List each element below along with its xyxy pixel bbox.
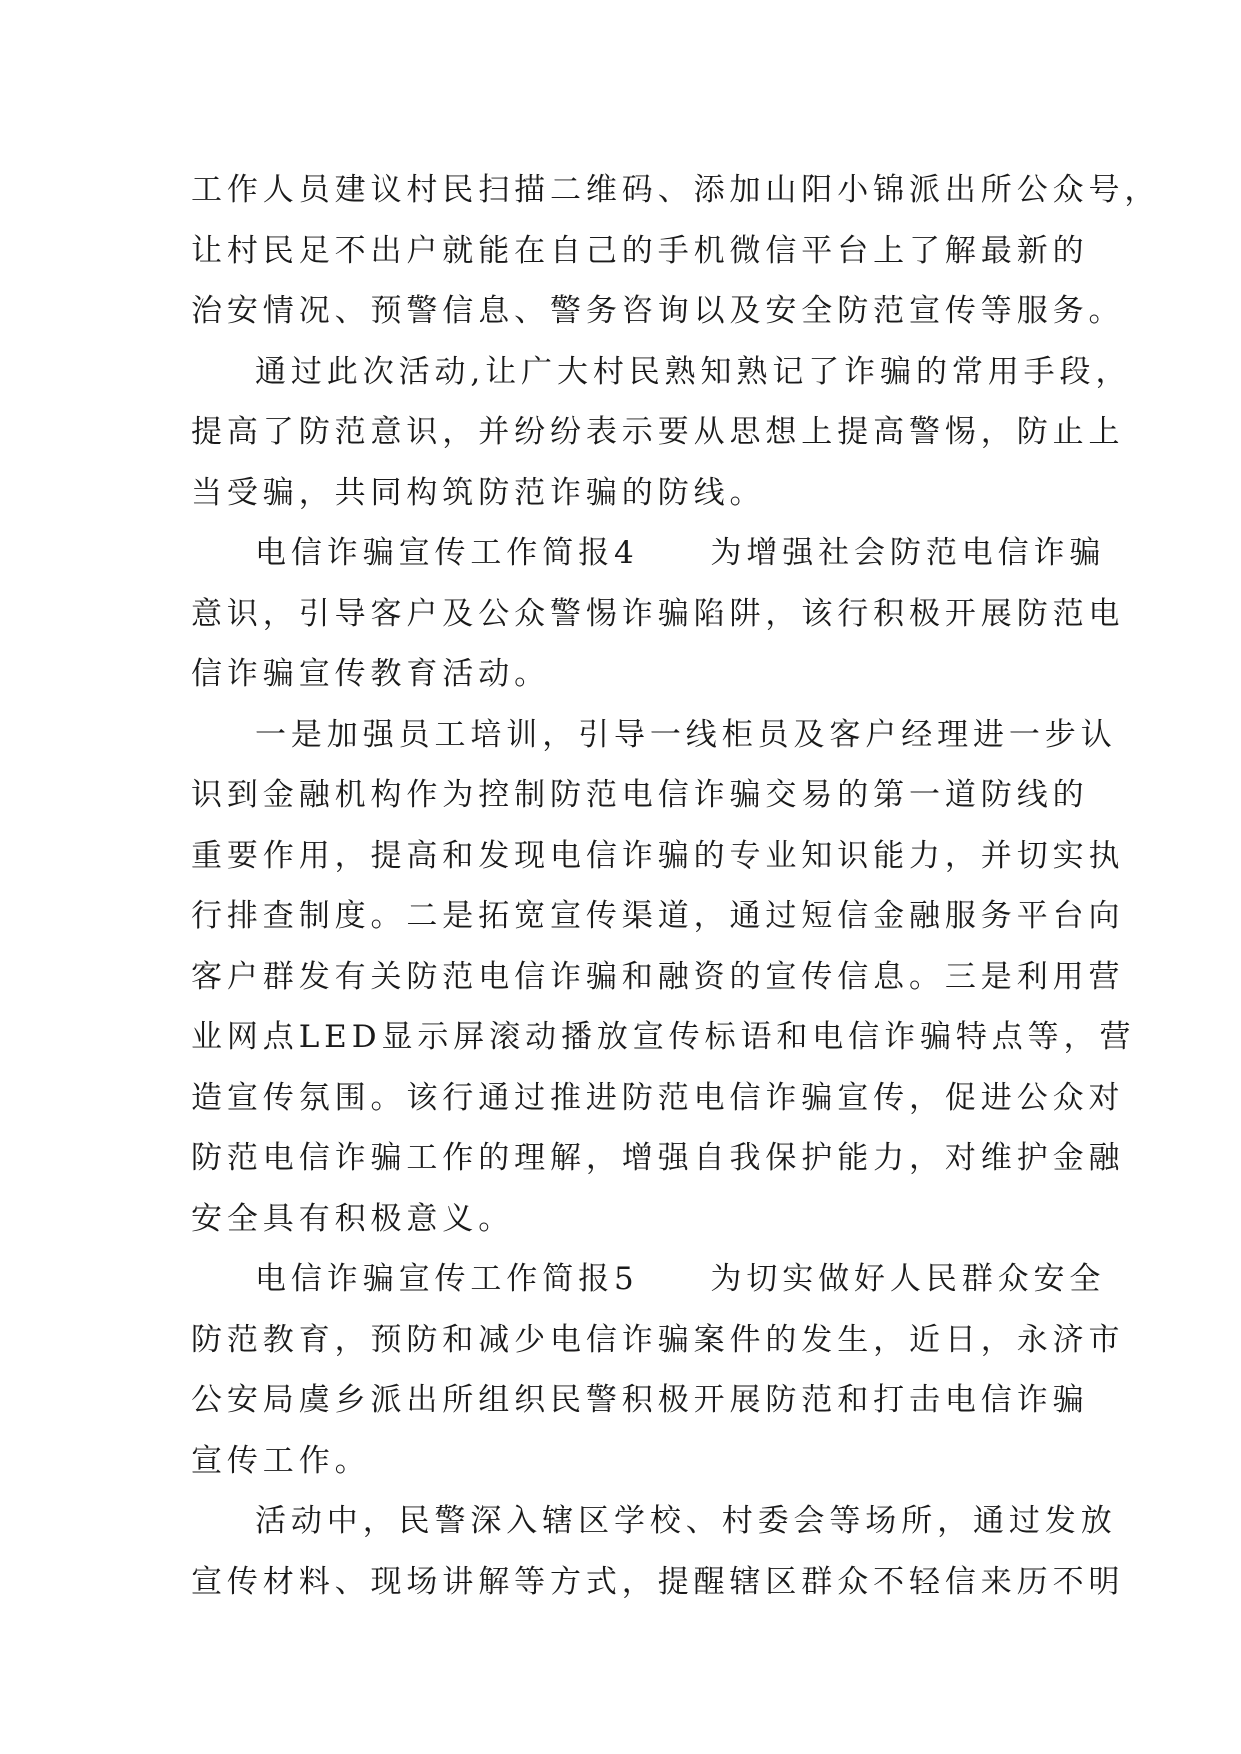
text-line: 活动中，民警深入辖区学校、村委会等场所，通过发放 bbox=[255, 1503, 1117, 1539]
text-line: 宣传材料、现场讲解等方式，提醒辖区群众不轻信来历不明 bbox=[191, 1563, 1125, 1600]
text-line: 识到金融机构作为控制防范电信诈骗交易的第一道防线的 bbox=[191, 777, 1089, 813]
text-line: 防范教育，预防和减少电信诈骗案件的发生，近日，永济市 bbox=[191, 1321, 1125, 1358]
text-line: 治安情况、预警信息、警务咨询以及安全防范宣传等服务。 bbox=[191, 293, 1125, 329]
text-line: 重要作用，提高和发现电信诈骗的专业知识能力，并切实执 bbox=[191, 837, 1125, 874]
text-line: 业网点LED显示屏滚动播放宣传标语和电信诈骗特点等，营 bbox=[191, 1019, 1136, 1055]
text-line: 信诈骗宣传教育活动。 bbox=[191, 656, 550, 692]
text-line: 客户群发有关防范电信诈骗和融资的宣传信息。三是利用营 bbox=[191, 958, 1125, 995]
text-line: 工作人员建议村民扫描二维码、添加山阳小锦派出所公众号， bbox=[191, 172, 1161, 208]
text-line: 让村民足不出户就能在自己的手机微信平台上了解最新的 bbox=[191, 232, 1089, 269]
text-line: 通过此次活动,让广大村民熟知熟记了诈骗的常用手段， bbox=[255, 353, 1132, 390]
text-line: 行排查制度。二是拓宽宣传渠道，通过短信金融服务平台向 bbox=[191, 898, 1125, 934]
text-line: 提高了防范意识，并纷纷表示要从思想上提高警惕，防止上 bbox=[191, 414, 1125, 450]
text-line: 当受骗，共同构筑防范诈骗的防线。 bbox=[191, 474, 766, 511]
section-heading-line: 电信诈骗宣传工作简报4 为增强社会防范电信诈骗 bbox=[255, 535, 1106, 571]
text-line: 安全具有积极意义。 bbox=[191, 1200, 515, 1237]
text-line: 宣传工作。 bbox=[191, 1442, 371, 1479]
body-text bbox=[191, 160, 1161, 1612]
text-line: 造宣传氛围。该行通过推进防范电信诈骗宣传，促进公众对 bbox=[191, 1079, 1125, 1116]
text-line: 意识，引导客户及公众警惕诈骗陷阱，该行积极开展防范电 bbox=[191, 595, 1125, 632]
section-heading-line: 电信诈骗宣传工作简报5 为切实做好人民群众安全 bbox=[255, 1261, 1106, 1297]
text-line: 防范电信诈骗工作的理解，增强自我保护能力，对维护金融 bbox=[191, 1140, 1125, 1176]
text-line: 一是加强员工培训，引导一线柜员及客户经理进一步认 bbox=[255, 716, 1117, 753]
text-line: 公安局虞乡派出所组织民警积极开展防范和打击电信诈骗 bbox=[191, 1382, 1089, 1418]
